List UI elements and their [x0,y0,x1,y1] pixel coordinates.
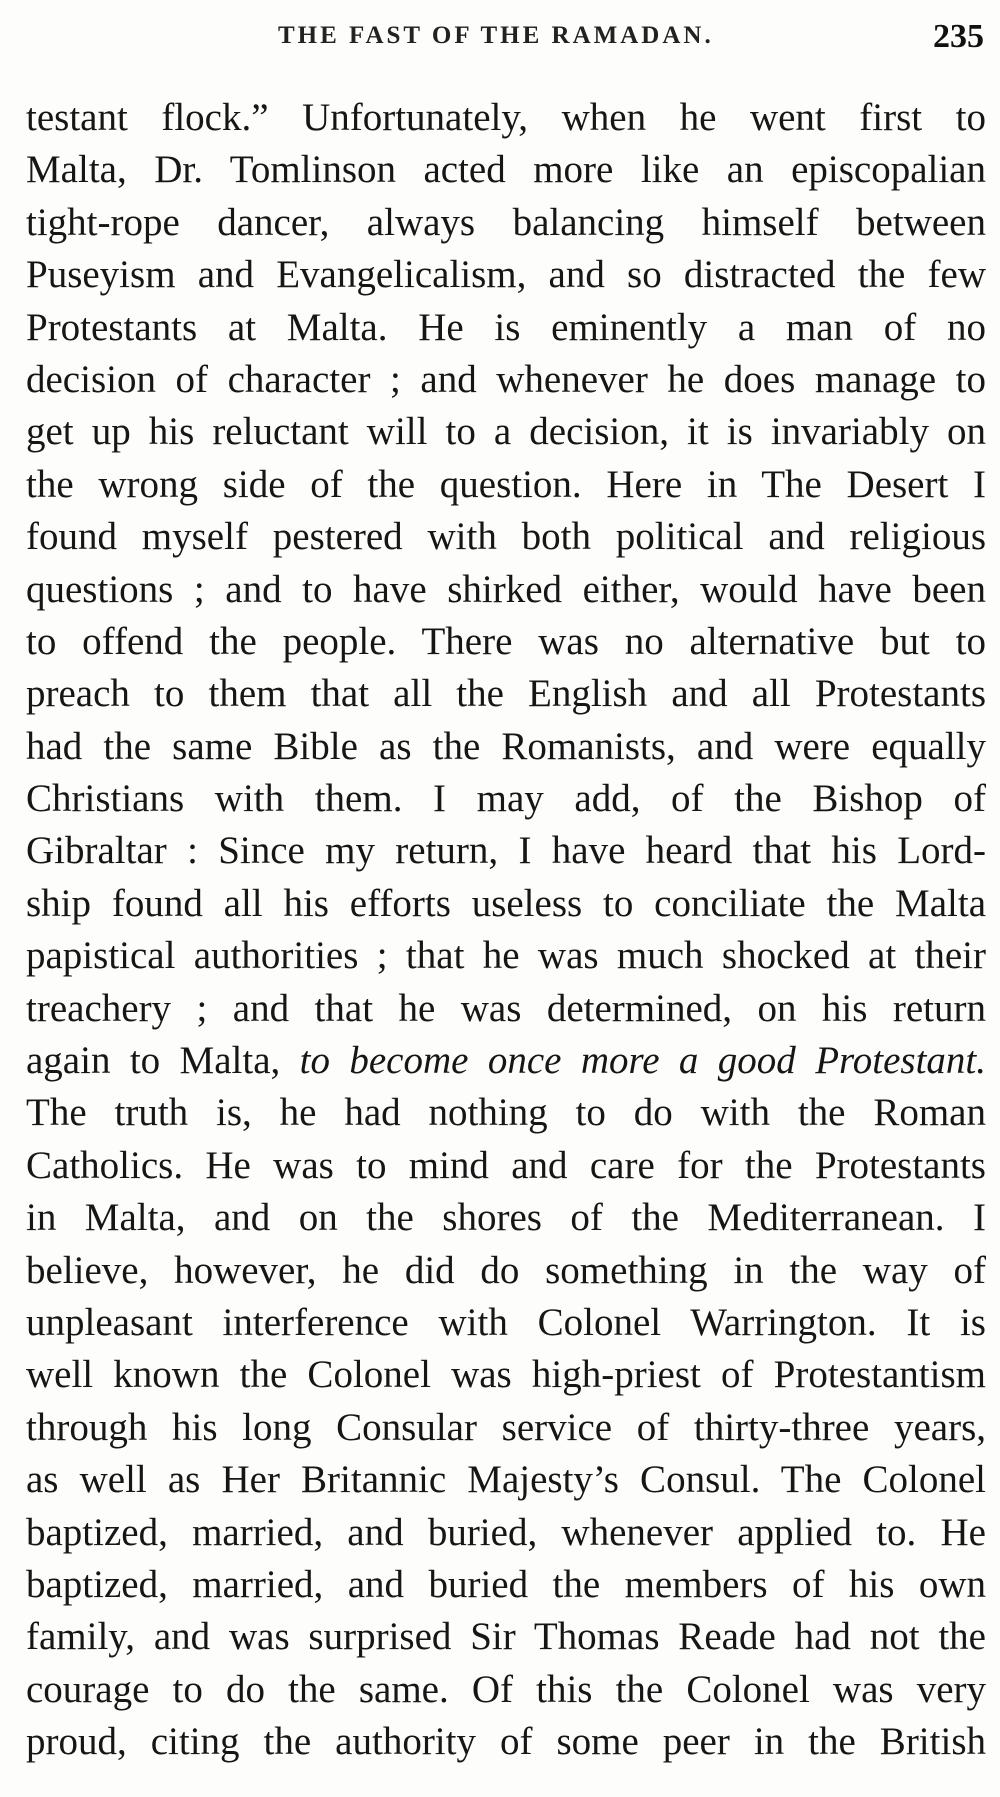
body-text [26,92,986,1769]
text-line: in Malta, and on the shores of the Mediterranean. I [26,1196,986,1240]
text-line: Protestants at Malta. He is eminently a man of no [26,305,986,349]
text-line: testant flock.” Unfortunately, when he went first to [26,96,986,139]
text-line: The truth is, he had nothing to do with the Roman [26,1091,986,1135]
text-line-roman-part: again to Malta, [26,1039,300,1083]
text-line: courage to do the same. Of this the Colonel was very [26,1667,986,1711]
text-line: well known the Colonel was high-priest of Protestantism [26,1353,986,1397]
text-line: unpleasant interference with Colonel Warrington. It is [26,1300,986,1344]
running-head: THE FAST OF THE RAMADAN. [278,22,714,49]
text-line: through his long Consular service of thirty-three years, [26,1405,986,1449]
text-line: decision of character ; and whenever he does manage to [26,357,986,401]
text-line: preach to them that all the English and all Protestants [26,672,986,716]
text-line: Catholics. He was to mind and care for the Protestants [26,1143,986,1187]
text-line: found myself pestered with both political and religious [26,515,986,559]
text-line: family, and was surprised Sir Thomas Reade had not the [26,1615,986,1659]
text-line: believe, however, he did do something in the way of [26,1248,986,1292]
page-number: 235 [933,18,984,55]
text-line: treachery ; and that he was determined, on his return [26,986,986,1030]
text-line-with-italic [26,1035,986,1087]
text-line: tight-rope dancer, always balancing himself between [26,200,986,244]
text-line: Gibraltar : Since my return, I have heard that his Lord- [26,829,986,873]
text-line: Christians with them. I may add, of the Bishop of [26,777,986,821]
text-line: get up his reluctant will to a decision, it is invariably on [26,410,986,454]
text-line: Puseyism and Evangelicalism, and so distracted the few [26,253,986,297]
text-line: to offend the people. There was no alternative but to [26,619,986,663]
text-line: questions ; and to have shirked either, would have been [26,567,986,611]
text-line: the wrong side of the question. Here in The Desert I [26,462,986,506]
text-line: baptized, married, and buried, whenever applied to. He [26,1510,986,1554]
italic-phrase: to become once more a good Protestant. [299,1039,986,1083]
text-line: baptized, married, and buried the members of his own [26,1562,986,1606]
text-line: as well as Her Britannic Majesty’s Consul. The Colonel [26,1458,986,1502]
text-line: Malta, Dr. Tomlinson acted more like an episcopalian [26,148,986,192]
text-line: had the same Bible as the Romanists, and were equally [26,724,986,768]
text-line: proud, citing the authority of some peer in the British [26,1720,986,1764]
text-line: ship found all his efforts useless to conciliate the Malta [26,881,986,925]
text-line: papistical authorities ; that he was much shocked at their [26,934,986,978]
